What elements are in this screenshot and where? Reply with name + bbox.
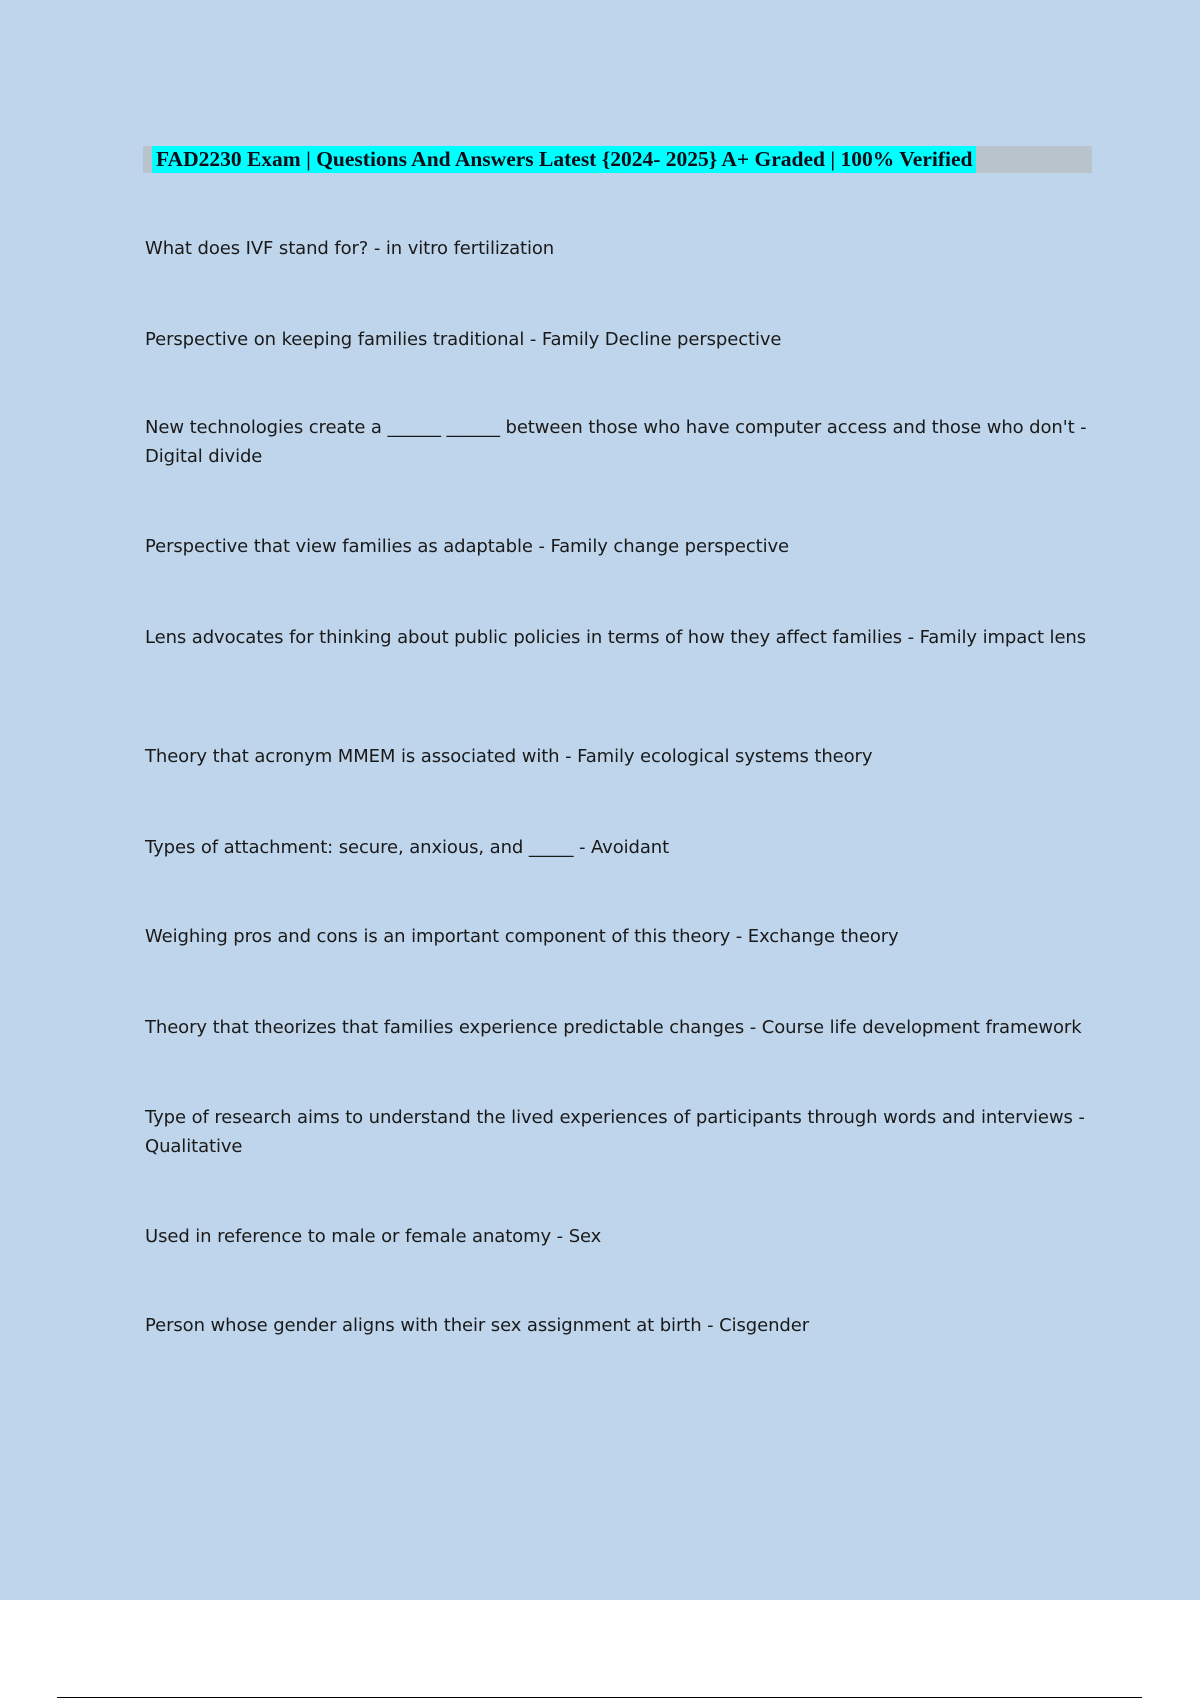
qa-item: Types of attachment: secure, anxious, and _____ - Avoidant — [145, 837, 670, 858]
qa-item: Perspective that view families as adaptable - Family change perspective — [145, 536, 790, 557]
qa-item: Used in reference to male or female anatomy - Sex — [145, 1226, 602, 1247]
qa-item: Theory that theorizes that families experience predictable changes - Course life development framework — [145, 1017, 1082, 1038]
qa-item: Perspective on keeping families traditional - Family Decline perspective — [145, 329, 782, 350]
qa-item: Type of research aims to understand the lived experiences of participants through words and interviews - Qualitative — [145, 1107, 1085, 1157]
qa-item: Weighing pros and cons is an important component of this theory - Exchange theory — [145, 926, 899, 947]
qa-item: What does IVF stand for? - in vitro fertilization — [145, 238, 555, 259]
footer-rule — [57, 1697, 1142, 1698]
qa-item: Theory that acronym MMEM is associated with - Family ecological systems theory — [145, 746, 873, 767]
qa-item: Person whose gender aligns with their sex assignment at birth - Cisgender — [145, 1315, 810, 1336]
document-title: FAD2230 Exam | Questions And Answers Latest {2024- 2025} A+ Graded | 100% Verified — [152, 146, 976, 173]
qa-item: New technologies create a ______ ______ between those who have computer access and those who don't - Digital divide — [145, 417, 1087, 467]
qa-item: Lens advocates for thinking about public policies in terms of how they affect families - Family impact lens — [145, 627, 1086, 648]
